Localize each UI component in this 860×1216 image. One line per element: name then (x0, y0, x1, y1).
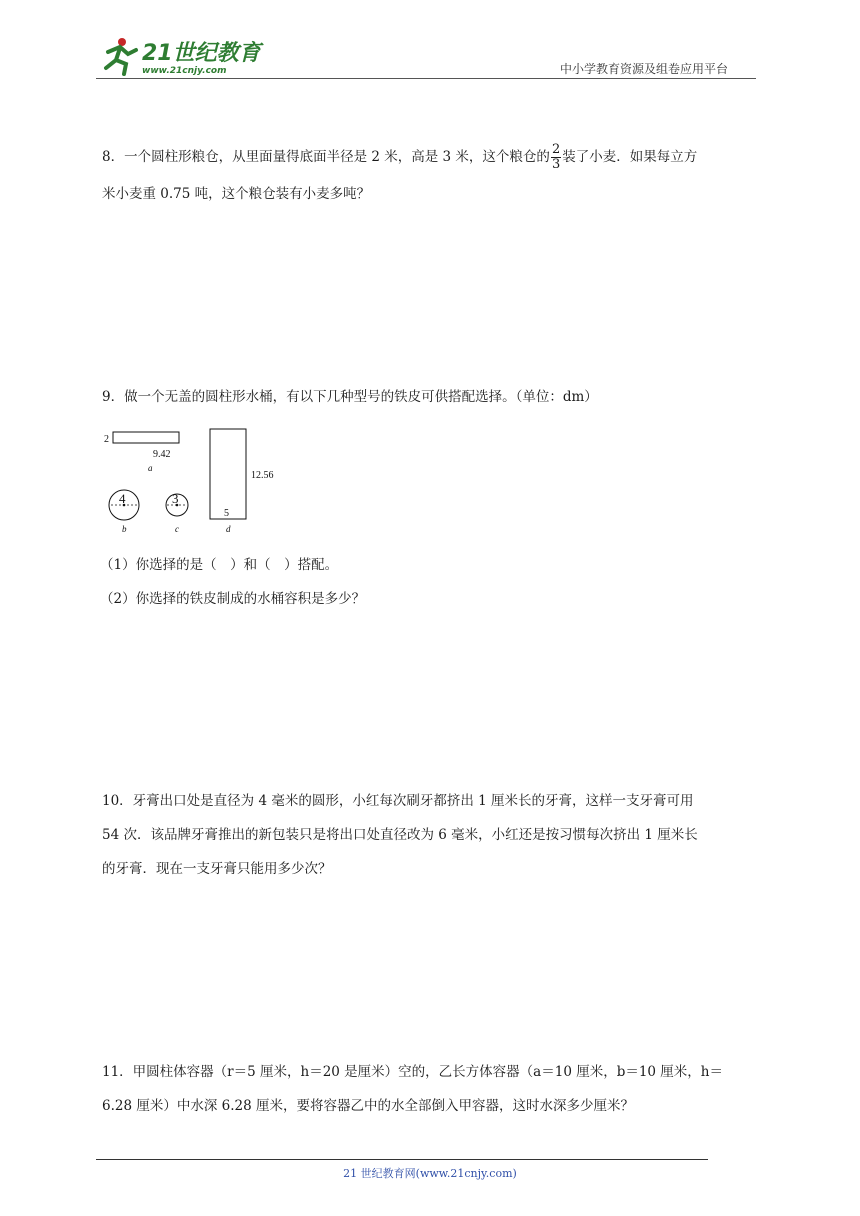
sheet-a-label: a (148, 463, 153, 473)
question-8-line-1 (102, 143, 697, 172)
fraction-numerator: 2 (551, 142, 561, 157)
fraction-denominator: 3 (551, 157, 561, 172)
question-10-line-3: 的牙膏．现在一支牙膏只能用多少次？ (102, 861, 332, 877)
runner-icon (106, 38, 136, 74)
question-11-line-2: 6.28 厘米）中水深 6.28 厘米，要将容器乙中的水全部倒入甲容器，这时水深多少厘米？ (102, 1098, 634, 1114)
question-9-sub-1: （1）你选择的是（ ）和（ ）搭配。 (100, 557, 339, 573)
sheet-c-value: 3 (172, 491, 179, 506)
footer-link[interactable]: 21 世纪教育网(www.21cnjy.com) (343, 1167, 517, 1180)
question-8-line-2: 米小麦重 0.75 吨，这个粮仓装有小麦多吨？ (102, 186, 371, 202)
question-10-line-1: 10．牙膏出口处是直径为 4 毫米的圆形，小红每次刷牙都挤出 1 厘米长的牙膏，这样一支牙膏可用 (102, 793, 694, 809)
logo-text: 21世纪教育 (142, 41, 261, 66)
footer-divider (96, 1159, 708, 1160)
site-logo (96, 34, 266, 78)
platform-name: 中小学教育资源及组卷应用平台 (560, 62, 729, 76)
sheet-metal-figure (100, 424, 300, 544)
sheet-d-rect (210, 429, 246, 519)
question-9-sub-2: （2）你选择的铁皮制成的水桶容积是多少？ (100, 591, 366, 607)
sheet-b-label: b (122, 524, 127, 534)
sheet-b-value: 4 (119, 491, 126, 506)
sheet-d-height: 12.56 (251, 470, 274, 481)
logo-url: www.21cnjy.com (142, 66, 227, 76)
sheet-c-label: c (175, 524, 179, 534)
sheet-d-label: d (226, 524, 231, 534)
question-11-line-1: 11．甲圆柱体容器（r＝5 厘米，h＝20 是厘米）空的，乙长方体容器（a＝10 厘米，b＝10 厘米，h＝ (102, 1064, 723, 1080)
sheet-a-width: 2 (104, 434, 109, 445)
sheet-a-length: 9.42 (153, 449, 171, 460)
question-8-text-b: 装了小麦．如果每立方 (562, 149, 698, 165)
question-9-line-1: 9．做一个无盖的圆柱形水桶，有以下几种型号的铁皮可供搭配选择。（单位：dm） (102, 389, 598, 405)
sheet-d-width: 5 (224, 508, 229, 519)
sheet-a-rect (113, 432, 179, 443)
fraction-two-thirds (551, 143, 561, 172)
header-divider (96, 78, 756, 79)
question-10-line-2: 54 次．该品牌牙膏推出的新包装只是将出口处直径改为 6 毫米，小红还是按习惯每次挤出 1 厘米长 (102, 827, 698, 843)
question-8-text-a: 8．一个圆柱形粮仓，从里面量得底面半径是 2 米，高是 3 米，这个粮仓的 (102, 149, 550, 165)
